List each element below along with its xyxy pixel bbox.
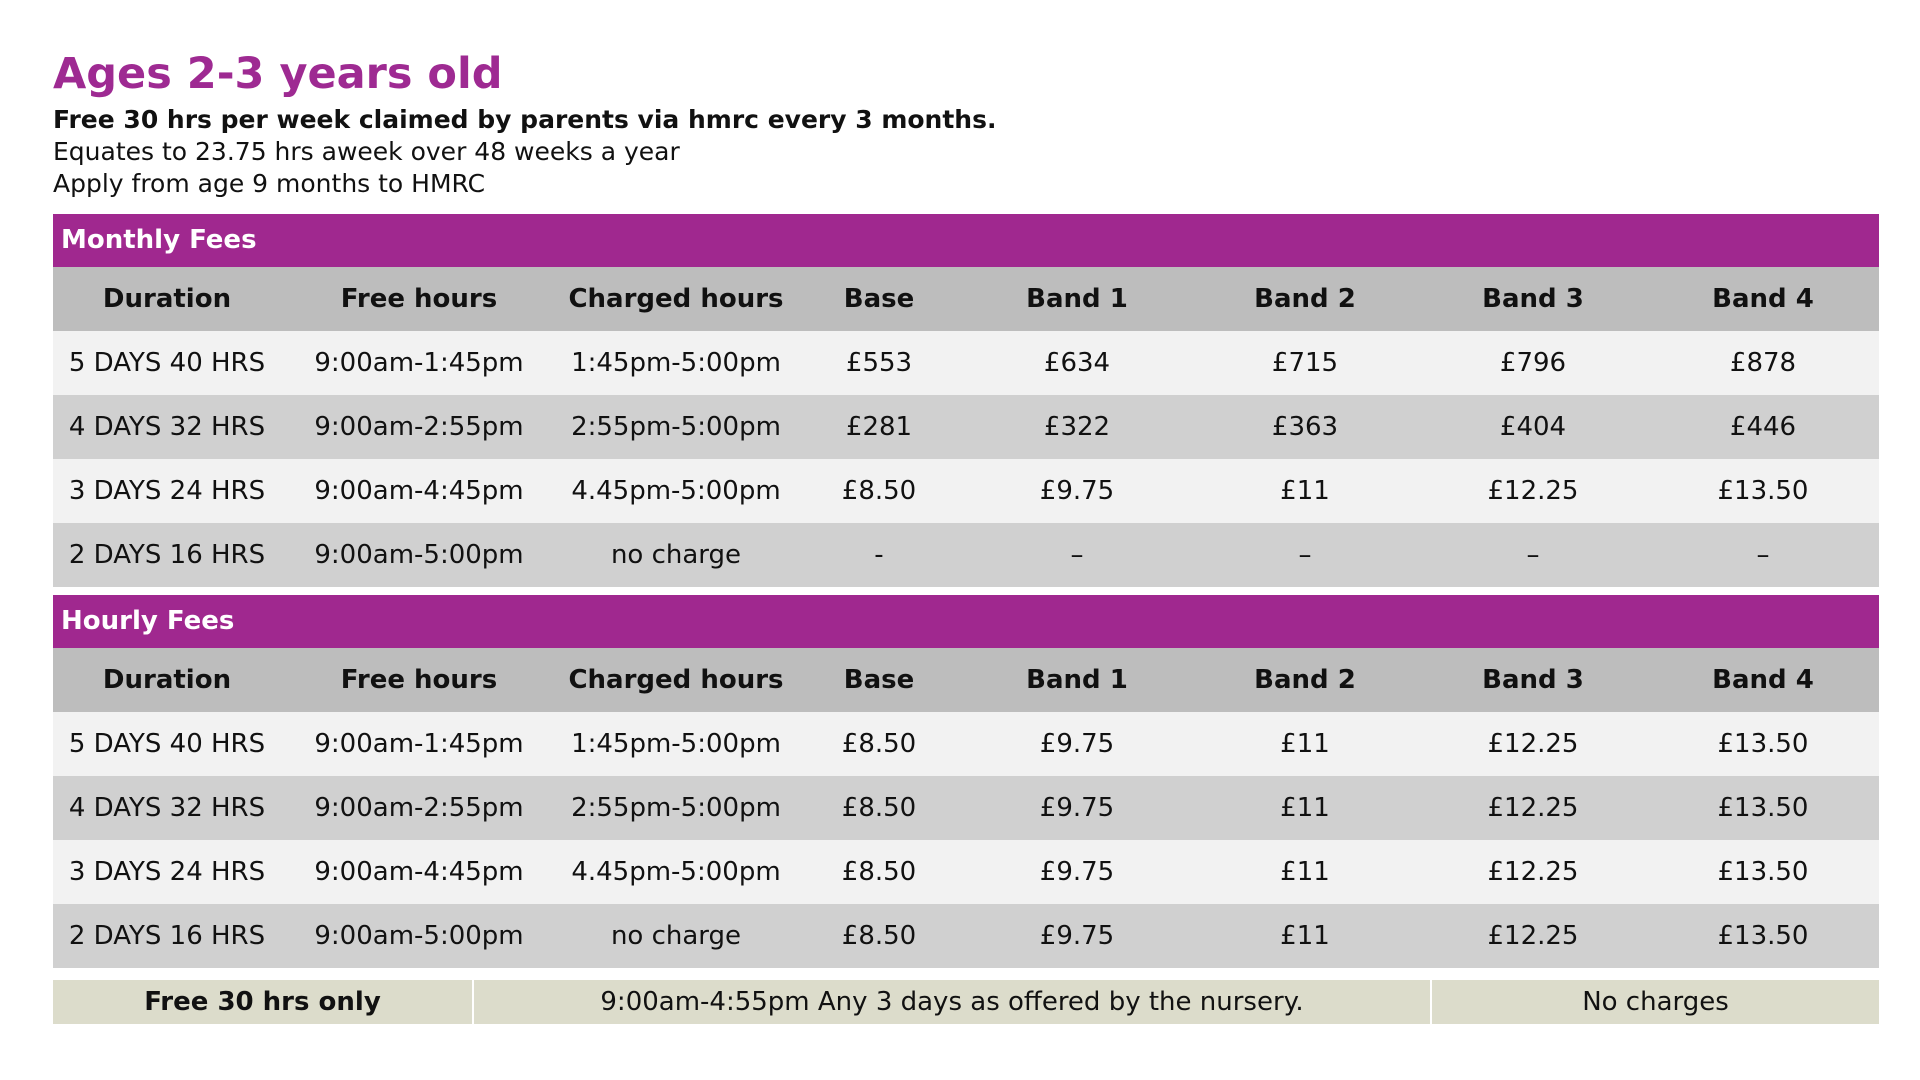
column-header-band-3: Band 3: [1419, 267, 1647, 331]
cell-band-1: £9.75: [963, 776, 1191, 840]
hourly-fees-table: [53, 648, 1879, 968]
column-header-base: Base: [795, 267, 963, 331]
cell-base: £8.50: [795, 712, 963, 776]
cell-free-hours: 9:00am-1:45pm: [281, 712, 557, 776]
cell-band-4: £13.50: [1647, 904, 1879, 968]
spacer: [53, 587, 1879, 595]
spacer: [53, 200, 1879, 214]
cell-charged-hours: no charge: [557, 904, 795, 968]
cell-band-1: £9.75: [963, 712, 1191, 776]
cell-free-hours: 9:00am-4:45pm: [281, 459, 557, 523]
cell-duration: 4 DAYS 32 HRS: [53, 395, 281, 459]
cell-free-hours: 9:00am-5:00pm: [281, 523, 557, 587]
cell-band-3: £796: [1419, 331, 1647, 395]
table-row: [53, 712, 1879, 776]
cell-duration: 3 DAYS 24 HRS: [53, 459, 281, 523]
cell-free-hours: 9:00am-4:45pm: [281, 840, 557, 904]
column-header-duration: Duration: [53, 648, 281, 712]
column-header-charged-hours: Charged hours: [557, 648, 795, 712]
cell-band-2: –: [1191, 523, 1419, 587]
cell-band-4: £13.50: [1647, 840, 1879, 904]
cell-charged-hours: 1:45pm-5:00pm: [557, 331, 795, 395]
column-header-band-3: Band 3: [1419, 648, 1647, 712]
cell-band-4: £13.50: [1647, 712, 1879, 776]
cell-band-2: £11: [1191, 712, 1419, 776]
cell-free-hours: 9:00am-2:55pm: [281, 776, 557, 840]
cell-band-3: £12.25: [1419, 459, 1647, 523]
intro-apply: Apply from age 9 months to HMRC: [53, 169, 486, 198]
footer-row: [53, 980, 1879, 1024]
cell-band-2: £11: [1191, 459, 1419, 523]
cell-band-3: –: [1419, 523, 1647, 587]
spacer: [53, 968, 1879, 980]
cell-charged-hours: 4.45pm-5:00pm: [557, 459, 795, 523]
table-row: [53, 459, 1879, 523]
cell-band-3: £12.25: [1419, 712, 1647, 776]
cell-band-4: –: [1647, 523, 1879, 587]
cell-base: £8.50: [795, 840, 963, 904]
column-header-band-4: Band 4: [1647, 267, 1879, 331]
cell-band-1: –: [963, 523, 1191, 587]
cell-band-4: £878: [1647, 331, 1879, 395]
table-row: [53, 331, 1879, 395]
cell-band-2: £11: [1191, 904, 1419, 968]
cell-band-1: £9.75: [963, 904, 1191, 968]
cell-band-1: £9.75: [963, 459, 1191, 523]
table-header-row: [53, 267, 1879, 331]
free-hours-footer: [53, 980, 1879, 1024]
cell-duration: 5 DAYS 40 HRS: [53, 331, 281, 395]
column-header-free-hours: Free hours: [281, 648, 557, 712]
column-header-base: Base: [795, 648, 963, 712]
intro-equates: Equates to 23.75 hrs aweek over 48 weeks a year: [53, 137, 680, 166]
column-header-duration: Duration: [53, 267, 281, 331]
cell-charged-hours: no charge: [557, 523, 795, 587]
cell-band-2: £11: [1191, 840, 1419, 904]
cell-free-hours: 9:00am-2:55pm: [281, 395, 557, 459]
table-row: [53, 904, 1879, 968]
footer-charges: No charges: [1431, 980, 1879, 1024]
table-header-row: [53, 648, 1879, 712]
cell-band-3: £12.25: [1419, 904, 1647, 968]
fees-page: [53, 48, 1879, 1024]
cell-band-2: £363: [1191, 395, 1419, 459]
column-header-band-2: Band 2: [1191, 648, 1419, 712]
cell-free-hours: 9:00am-1:45pm: [281, 331, 557, 395]
cell-base: £281: [795, 395, 963, 459]
cell-band-2: £715: [1191, 331, 1419, 395]
cell-band-3: £12.25: [1419, 776, 1647, 840]
cell-charged-hours: 2:55pm-5:00pm: [557, 395, 795, 459]
table-row: [53, 840, 1879, 904]
footer-label: Free 30 hrs only: [53, 980, 473, 1024]
cell-base: £8.50: [795, 776, 963, 840]
cell-band-1: £634: [963, 331, 1191, 395]
hourly-fees-section: [53, 595, 1879, 968]
cell-free-hours: 9:00am-5:00pm: [281, 904, 557, 968]
cell-duration: 4 DAYS 32 HRS: [53, 776, 281, 840]
monthly-fees-header: Monthly Fees: [53, 214, 1879, 267]
cell-base: £553: [795, 331, 963, 395]
cell-band-1: £322: [963, 395, 1191, 459]
cell-base: £8.50: [795, 459, 963, 523]
page-title: Ages 2-3 years old: [53, 49, 503, 99]
hourly-fees-header: Hourly Fees: [53, 595, 1879, 648]
column-header-band-4: Band 4: [1647, 648, 1879, 712]
cell-band-4: £13.50: [1647, 776, 1879, 840]
column-header-band-2: Band 2: [1191, 267, 1419, 331]
cell-duration: 5 DAYS 40 HRS: [53, 712, 281, 776]
column-header-band-1: Band 1: [963, 267, 1191, 331]
column-header-charged-hours: Charged hours: [557, 267, 795, 331]
column-header-free-hours: Free hours: [281, 267, 557, 331]
cell-charged-hours: 1:45pm-5:00pm: [557, 712, 795, 776]
table-row: [53, 776, 1879, 840]
cell-duration: 2 DAYS 16 HRS: [53, 523, 281, 587]
monthly-fees-section: [53, 214, 1879, 587]
cell-base: -: [795, 523, 963, 587]
intro-free-hours: Free 30 hrs per week claimed by parents via hmrc every 3 months.: [53, 105, 997, 134]
cell-band-2: £11: [1191, 776, 1419, 840]
cell-band-4: £13.50: [1647, 459, 1879, 523]
cell-duration: 2 DAYS 16 HRS: [53, 904, 281, 968]
cell-charged-hours: 4.45pm-5:00pm: [557, 840, 795, 904]
footer-description: 9:00am-4:55pm Any 3 days as offered by the nursery.: [473, 980, 1431, 1024]
table-row: [53, 523, 1879, 587]
cell-base: £8.50: [795, 904, 963, 968]
cell-band-3: £12.25: [1419, 840, 1647, 904]
column-header-band-1: Band 1: [963, 648, 1191, 712]
cell-charged-hours: 2:55pm-5:00pm: [557, 776, 795, 840]
cell-band-1: £9.75: [963, 840, 1191, 904]
cell-duration: 3 DAYS 24 HRS: [53, 840, 281, 904]
table-row: [53, 395, 1879, 459]
cell-band-4: £446: [1647, 395, 1879, 459]
monthly-fees-table: [53, 267, 1879, 587]
cell-band-3: £404: [1419, 395, 1647, 459]
